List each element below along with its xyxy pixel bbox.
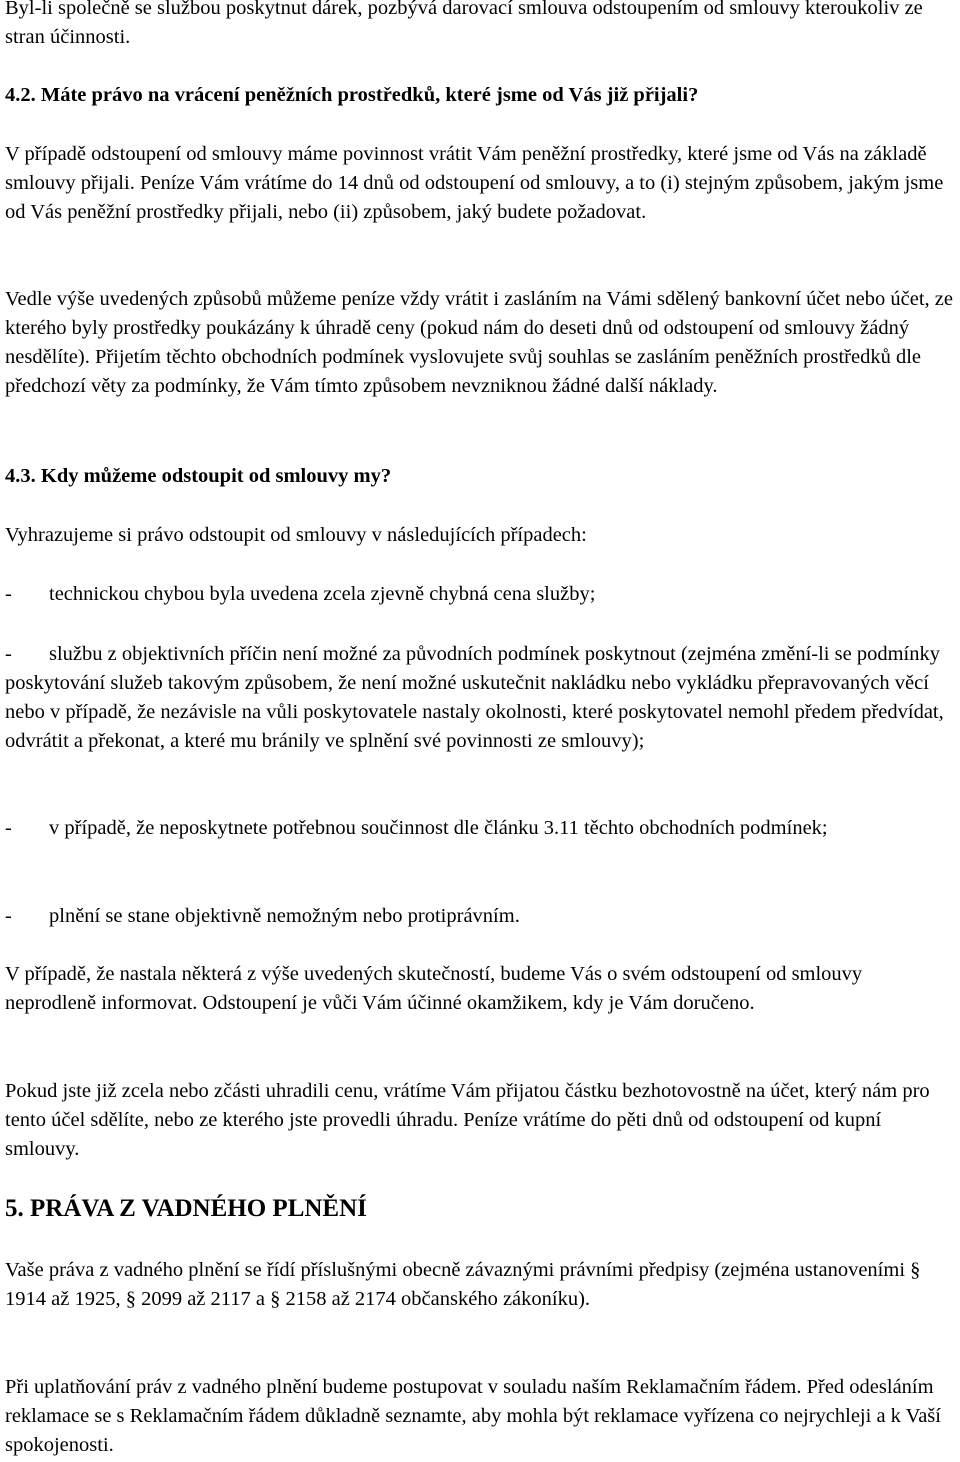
list-dash: - [5, 583, 12, 605]
paragraph-defect-rights: Vaše práva z vadného plnění se řídí příslušnými obecně závaznými právními předpisy (zejména ustanoveními § 1914 až 1925, § 2099 až 2117 a § 2158 až 2174 občanského zákoníku). [5, 1259, 921, 1310]
list-dash: - [5, 643, 12, 665]
paragraph-gift: Byl-li společně se službou poskytnut dárek, pozbývá darovací smlouva odstoupením od smlouvy kteroukoliv ze stran účinnosti. [5, 0, 923, 48]
list-item-text: v případě, že neposkytnete potřebnou součinnost dle článku 3.11 těchto obchodních podmínek; [49, 817, 828, 839]
list-item [5, 902, 956, 931]
list-item [5, 640, 956, 756]
heading-4-3: 4.3. Kdy můžeme odstoupit od smlouvy my? [5, 465, 392, 487]
heading-4-2: 4.2. Máte právo na vrácení peněžních prostředků, které jsme od Vás již přijali? [5, 84, 699, 106]
list-dash: - [5, 817, 12, 839]
paragraph-notification: V případě, že nastala některá z výše uvedených skutečností, budeme Vás o svém odstoupení od smlouvy neprodleně informovat. Odstoupení je vůči Vám účinné okamžikem, kdy je Vám doručeno. [5, 963, 863, 1014]
list-item-text: plnění se stane objektivně nemožným nebo protiprávním. [49, 905, 520, 927]
paragraph-complaints: Při uplatňování práv z vadného plnění budeme postupovat v souladu naším Reklamačním řádem. Před odesláním reklamace se s Reklamačním řádem důkladně seznamte, aby mohla být reklamace vyřízena co nejrychleji a k Vaší spokojenosti. [5, 1376, 941, 1456]
list-item [5, 580, 956, 609]
list-item-text: technickou chybou byla uvedena zcela zjevně chybná cena služby; [49, 583, 596, 605]
list-dash: - [5, 905, 12, 927]
heading-5: 5. PRÁVA Z VADNÉHO PLNĚNÍ [5, 1195, 367, 1222]
paragraph-repayment: Pokud jste již zcela nebo zčásti uhradili cenu, vrátíme Vám přijatou částku bezhotovostně na účet, který nám pro tento účel sdělíte, nebo ze kterého jste provedli úhradu. Peníze vrátíme do pěti dnů od odstoupení od kupní smlouvy. [5, 1080, 930, 1160]
list-item [5, 814, 956, 843]
list-item-text: službu z objektivních příčin není možné za původních podmínek poskytnout (zejména změní-li se podmínky poskytování služeb takovým způsobem, že není možné uskutečnit nakládku nebo vykládku přepravovaných věcí nebo v případě, že nezávisle na vůli poskytovatele nastaly okolnosti, které poskytovatel nemohl předem předvídat, odvrátit a překonat, a které mu bránily ve splnění své povinnosti ze smlouvy); [5, 643, 944, 752]
paragraph-withdrawal-cases: Vyhrazujeme si právo odstoupit od smlouvy v následujících případech: [5, 524, 587, 546]
paragraph-refund-methods: Vedle výše uvedených způsobů můžeme peníze vždy vrátit i zasláním na Vámi sdělený bankovní účet nebo účet, ze kterého byly prostředky poukázány k úhradě ceny (pokud nám do deseti dnů od odstoupení od smlouvy žádný nesdělíte). Přijetím těchto obchodních podmínek vyslovujete svůj souhlas se zasláním peněžních prostředků dle předchozí věty za podmínky, že Vám tímto způsobem nevzniknou žádné další náklady. [5, 288, 953, 397]
paragraph-refund-obligation: V případě odstoupení od smlouvy máme povinnost vrátit Vám peněžní prostředky, které jsme od Vás na základě smlouvy přijali. Peníze Vám vrátíme do 14 dnů od odstoupení od smlouvy, a to (i) stejným způsobem, jakým jsme od Vás peněžní prostředky přijali, nebo (ii) způsobem, jaký budete požadovat. [5, 143, 944, 223]
